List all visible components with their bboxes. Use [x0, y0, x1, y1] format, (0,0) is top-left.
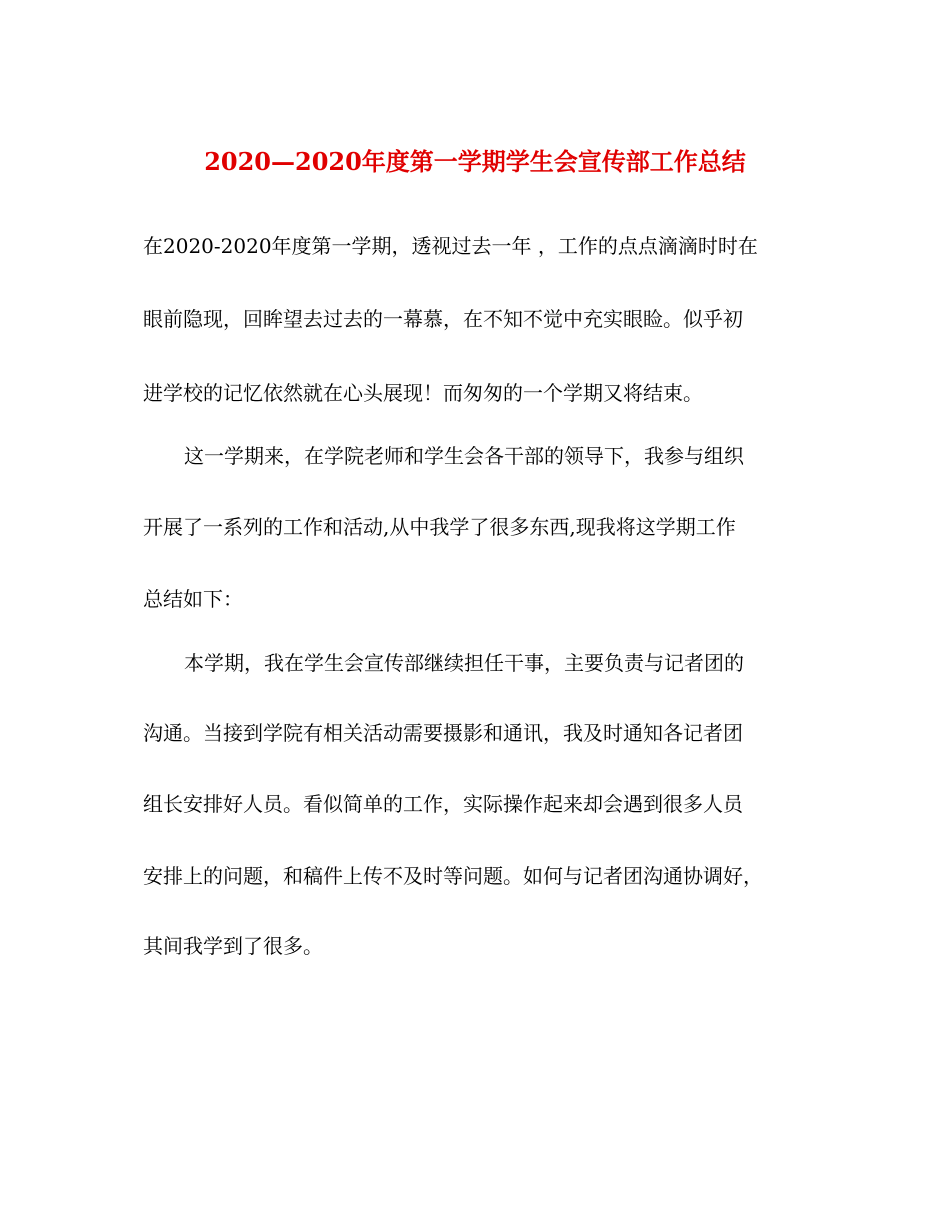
- paragraph-3-line-5: 其间我学到了很多。: [143, 934, 323, 958]
- paragraph-2-line-2: 开展了一系列的工作和活动,从中我学了很多东西,现我将这学期工作: [143, 515, 736, 539]
- paragraph-3-line-4: 安排上的问题，和稿件上传不及时等问题。如何与记者团沟通协调好，: [143, 864, 763, 888]
- paragraph-1-line-3: 进学校的记忆依然就在心头展现！而匆匆的一个学期又将结束。: [143, 381, 703, 405]
- paragraph-1-line-2: 眼前隐现，回眸望去过去的一幕慕，在不知不觉中充实眼睑。似乎初: [143, 307, 743, 331]
- paragraph-1-line-1: 在2020-2020年度第一学期，透视过去一年 ，工作的点点滴滴时时在: [143, 234, 758, 258]
- paragraph-3-line-2: 沟通。当接到学院有相关活动需要摄影和通讯，我及时通知各记者团: [143, 721, 743, 745]
- paragraph-2-line-1: 这一学期来，在学院老师和学生会各干部的领导下，我参与组织: [184, 444, 744, 468]
- paragraph-2-line-3: 总结如下：: [143, 587, 243, 611]
- document-title: 2020—2020年度第一学期学生会宣传部工作总结: [204, 147, 746, 176]
- paragraph-3-line-1: 本学期，我在学生会宣传部继续担任干事，主要负责与记者团的: [184, 651, 744, 675]
- paragraph-3-line-3: 组长安排好人员。看似简单的工作，实际操作起来却会遇到很多人员: [143, 792, 743, 816]
